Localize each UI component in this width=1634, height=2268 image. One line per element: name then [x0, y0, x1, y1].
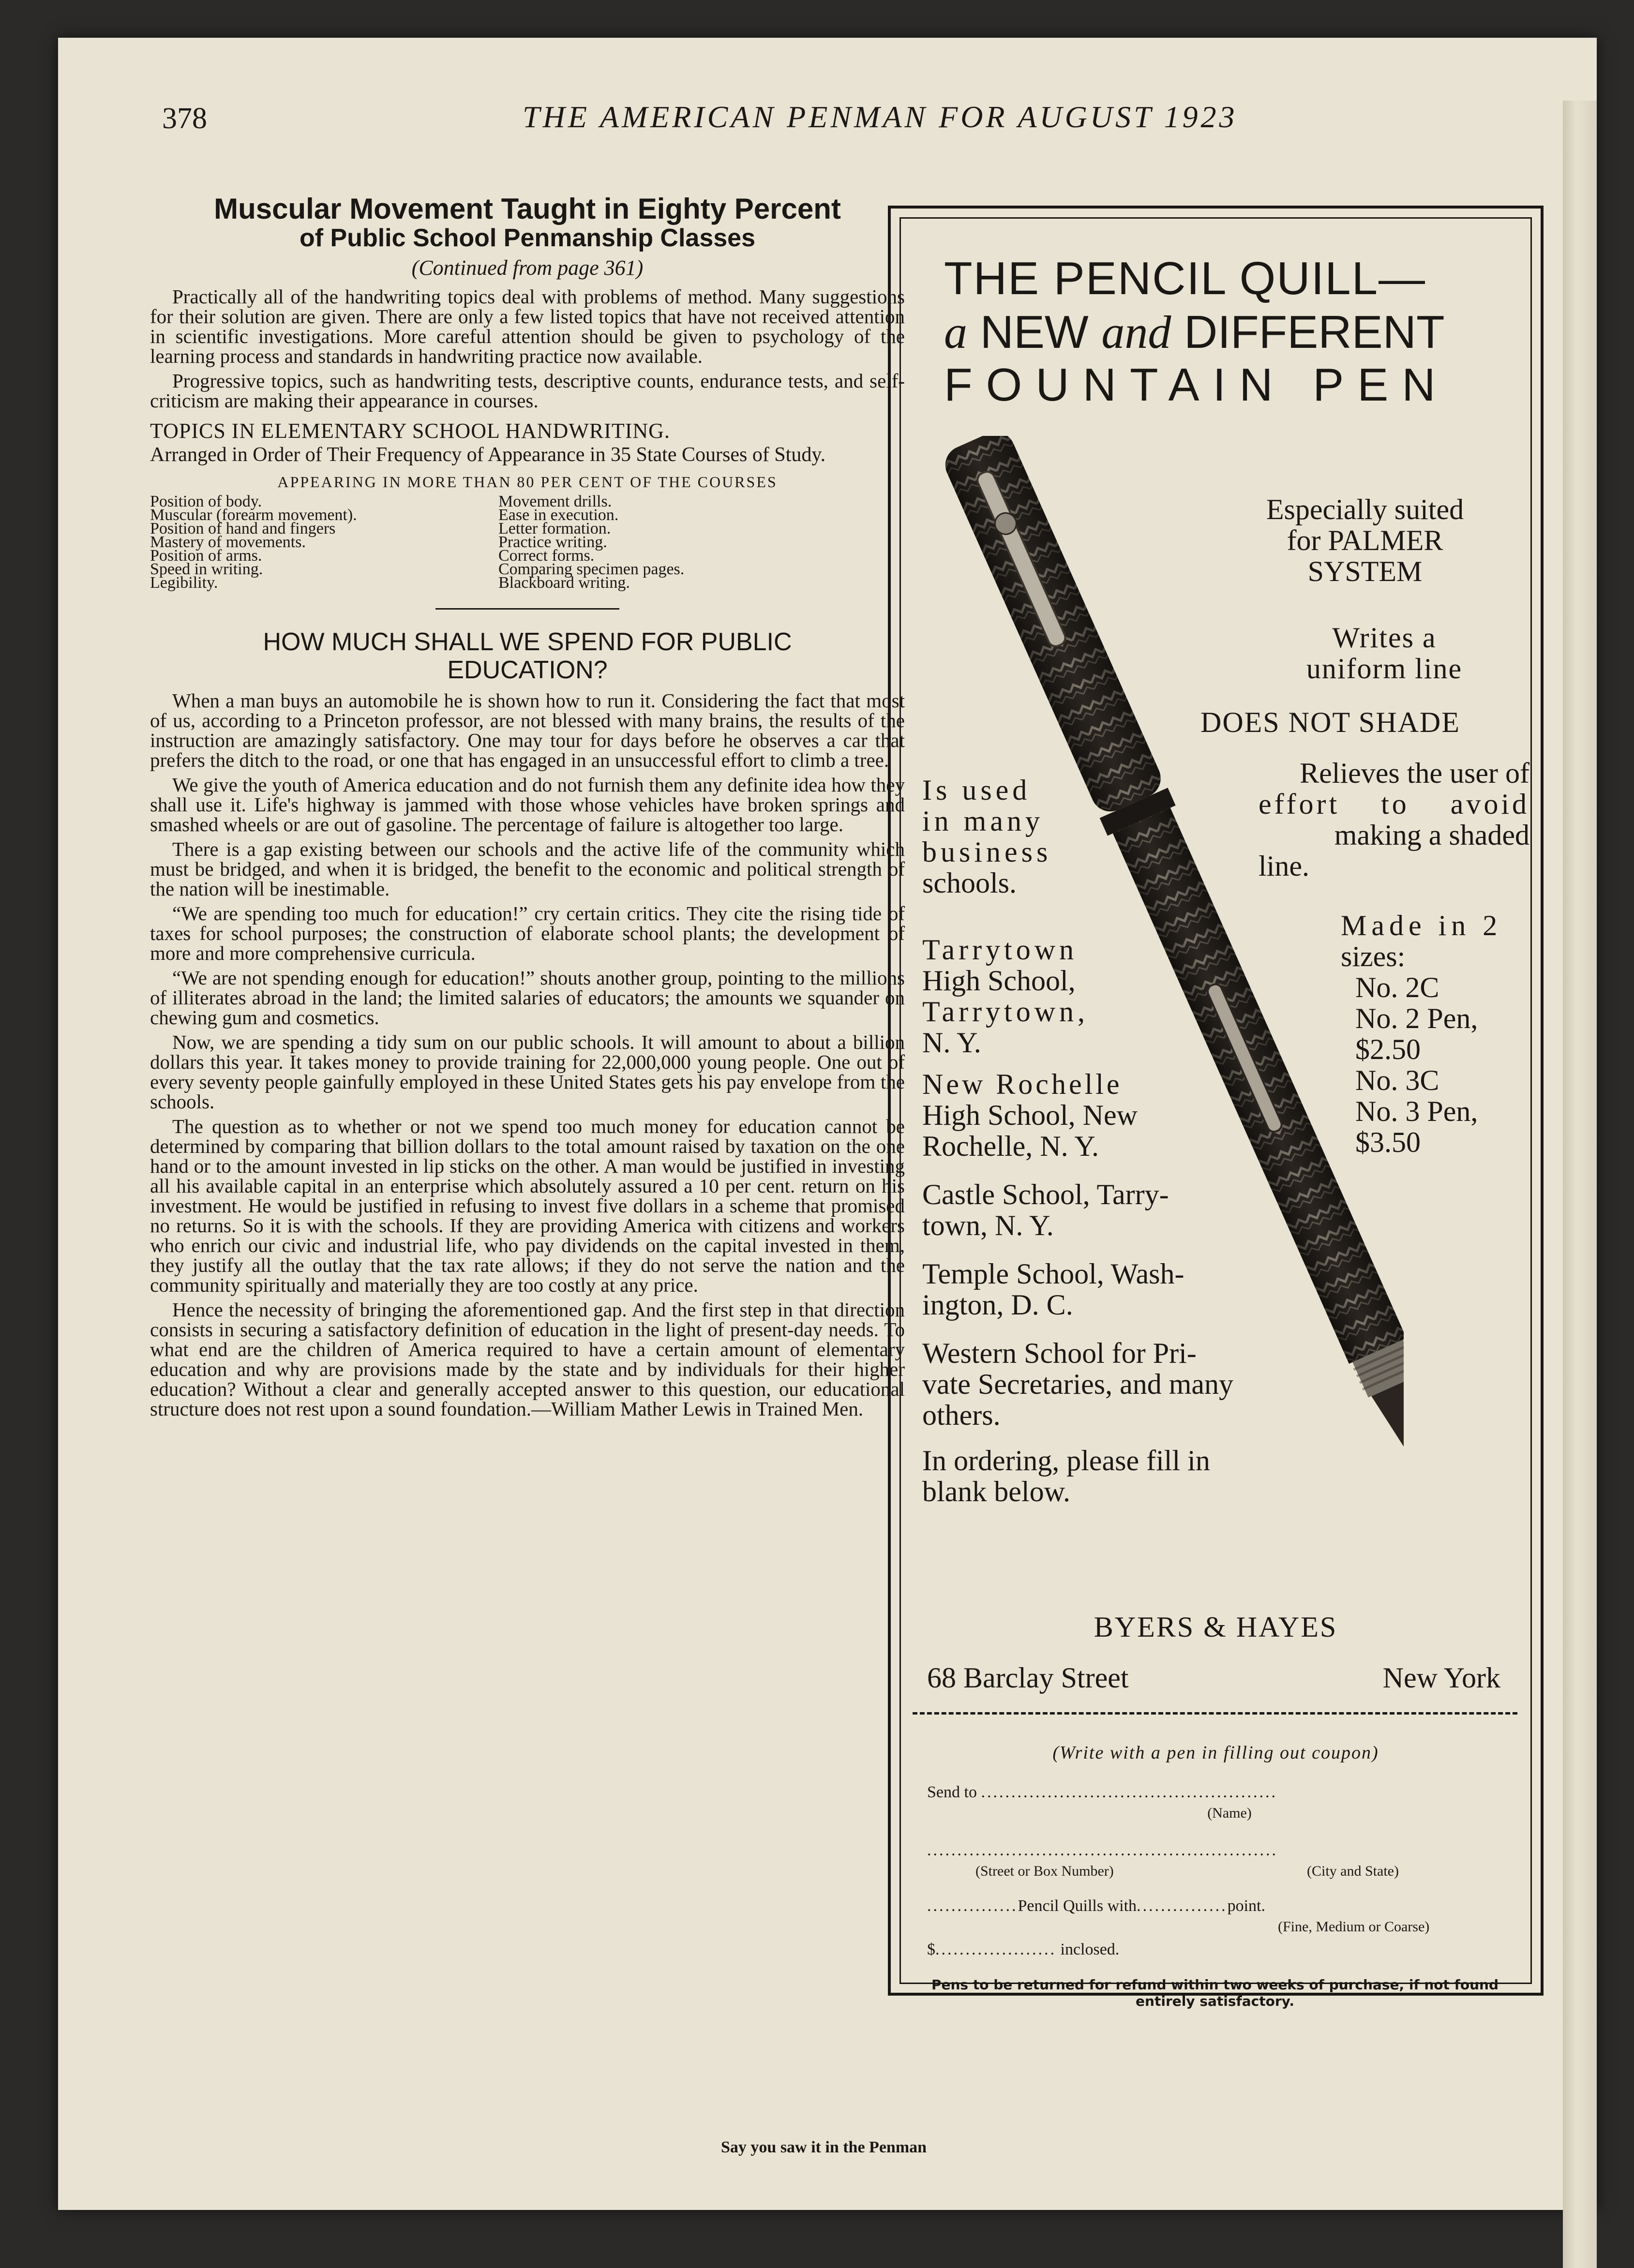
ad-city: New York	[1382, 1662, 1500, 1694]
topic-item: Letter formation.	[498, 520, 611, 537]
topic-item: Practice writing.	[498, 533, 607, 551]
coupon-send-to-row	[927, 1783, 1508, 1802]
page-edge	[1563, 101, 1597, 2268]
ad-headline-new: NEW	[980, 306, 1089, 358]
article1-title-line2: of Public School Penmanship Classes	[299, 224, 756, 252]
ad-text-line: in many	[922, 805, 1044, 837]
section-divider	[435, 608, 619, 610]
ad-relieves-text	[1244, 758, 1529, 881]
ad-text-line: effort to avoid	[1259, 788, 1529, 820]
name-caption: (Name)	[1207, 1805, 1252, 1821]
article2-paragraph: There is a gap existing between our schools and the active life of the community which must be bridged, and when it is bridged, the benefit to the economic and political strength of the nation will be inestimable.	[150, 838, 905, 900]
ad-school-line: N. Y.	[922, 1027, 981, 1059]
coupon-instruction: (Write with a pen in filling out coupon)	[1052, 1743, 1379, 1763]
amount-field[interactable]: ....................	[935, 1940, 1056, 1958]
article2-paragraph: When a man buys an automobile he is shown how to run it. Considering the fact that most of us, according to a Princeton professor, are not blessed with many brains, the results of the instruction are amazingly satisfactory. One may tour for days before he observes a car that prefers the ditch to the road, or one that has engaged in an unsuccessful effort to climb a tree.	[150, 689, 905, 771]
article1-paragraph: Progressive topics, such as handwriting tests, descriptive counts, endurance tests, and self-criticism are making their appearance in courses.	[150, 370, 905, 412]
article1-title-line1: Muscular Movement Taught in Eighty Percent	[214, 193, 841, 225]
coupon-quills-row	[927, 1897, 1517, 1915]
article2-title-line1: HOW MUCH SHALL WE SPEND FOR PUBLIC	[263, 628, 792, 656]
advertisement	[888, 206, 1544, 2009]
topic-item: Mastery of movements.	[150, 533, 306, 551]
ad-text-line: Especially suited	[1266, 493, 1464, 525]
ad-text-line: $2.50	[1355, 1033, 1421, 1065]
topics-list	[150, 492, 905, 592]
topic-item: Muscular (forearm movement).	[150, 506, 357, 524]
ad-sizes-text	[1341, 910, 1534, 1158]
ad-text-line: No. 3 Pen,	[1355, 1095, 1478, 1127]
article2-paragraph: Hence the necessity of bringing the aforementioned gap. And the first step in that direction consists in securing a satisfactory definition of education in the light of present-day needs. To what end are the children of America required to have a certain amount of elementary education and why are provisions made by the state and by individuals for their higher education? Without a clear and generally accepted answer to this question, our educational structure does not rest upon a sound foundation.—William Mather Lewis in Trained Men.	[150, 1298, 905, 1420]
ad-text-line: $3.50	[1355, 1126, 1421, 1158]
ad-school-line: Tarrytown	[922, 934, 1078, 966]
ad-text-line: business	[922, 836, 1052, 868]
ad-school-line: Temple School, Wash-	[922, 1258, 1184, 1290]
topic-item: Ease in execution.	[498, 506, 619, 524]
ad-does-not-shade: DOES NOT SHADE	[1200, 706, 1460, 738]
ad-text-line: schools.	[922, 867, 1017, 899]
topic-item: Movement drills.	[498, 492, 612, 510]
article2-paragraph: “We are not spending enough for education!” shouts another group, pointing to the millions of illiterates abroad in the land; the limited salaries of educators; the amounts we squander on chewing gum and cosmetics.	[150, 967, 905, 1029]
topic-item: Correct forms.	[498, 547, 595, 565]
ad-text-line: line.	[1259, 850, 1309, 882]
ad-school-line: blank below.	[922, 1476, 1071, 1507]
ad-text-line: No. 2 Pen,	[1355, 1002, 1478, 1034]
article2-paragraph: “We are spending too much for education!” cry certain critics. They cite the rising tide of taxes for school purposes; the construction of elaborate school plants; the development of more and more comprehensive curricula.	[150, 902, 905, 964]
topic-item: Position of arms.	[150, 547, 262, 565]
city-caption: (City and State)	[1307, 1863, 1399, 1879]
ad-text-line: Relieves the user of	[1300, 757, 1529, 789]
ad-school-line: Castle School, Tarry-	[922, 1179, 1169, 1210]
article2-title-line2: EDUCATION?	[447, 656, 608, 684]
ad-school-line: Rochelle, N. Y.	[922, 1130, 1099, 1162]
point-options: (Fine, Medium or Coarse)	[1278, 1919, 1430, 1935]
topics-subheading: Arranged in Order of Their Frequency of Appearance in 35 State Courses of Study.	[150, 444, 826, 466]
topic-item: Position of body.	[150, 492, 262, 510]
ad-school-line: New Rochelle	[922, 1068, 1123, 1100]
ad-headline-different: DIFFERENT	[1184, 306, 1445, 358]
topic-item: Legibility.	[150, 574, 218, 592]
refund-notice: Pens to be returned for refund within two weeks of purchase, if not found entirely satisfactory.	[931, 1977, 1499, 2009]
pencil-quills-label: Pencil Quills with	[1018, 1897, 1137, 1915]
coupon-amount-row	[927, 1940, 1119, 1959]
topics-heading: TOPICS IN ELEMENTARY SCHOOL HANDWRITING.	[150, 419, 670, 443]
page-footer: Say you saw it in the Penman	[721, 2138, 927, 2156]
ad-company-name: BYERS & HAYES	[1094, 1611, 1338, 1643]
ad-text-line: Made in 2	[1341, 910, 1502, 941]
ad-suited-text	[1196, 494, 1534, 587]
address-field[interactable]: ..........................................................	[927, 1841, 1278, 1859]
ad-text-line: SYSTEM	[1307, 555, 1423, 587]
page-number: 378	[162, 102, 207, 135]
ad-text-line: sizes:	[1341, 940, 1406, 972]
ad-text-line: Writes a	[1332, 622, 1437, 654]
article2-paragraph: Now, we are spending a tidy sum on our public schools. It will amount to about a billion dollars this year. It takes money to provide training for 22,000,000 young people. One out of every seventy people gainfully employed in these United States gets his pay envelope from the schools.	[150, 1031, 905, 1113]
point-field[interactable]: ...............	[1137, 1897, 1228, 1915]
ad-school-line: In ordering, please fill in	[922, 1445, 1210, 1477]
ad-headline-a: a	[944, 306, 967, 358]
ad-school-line: vate Secretaries, and many	[922, 1368, 1234, 1400]
name-field[interactable]: .................................................	[981, 1783, 1277, 1801]
appearing-caption: APPEARING IN MORE THAN 80 PER CENT OF THE COURSES	[277, 473, 778, 491]
ad-text-line: Is used	[922, 774, 1031, 806]
ad-school-line: Western School for Pri-	[922, 1337, 1197, 1369]
continued-note: (Continued from page 361)	[411, 256, 644, 280]
topic-item: Position of hand and fingers	[150, 520, 336, 537]
ad-school-line: others.	[922, 1399, 1001, 1431]
ad-headline-line3: FOUNTAIN PEN	[944, 359, 1449, 411]
ad-headline-line2	[944, 305, 1445, 359]
article1-paragraph: Practically all of the handwriting topics deal with problems of method. Many suggestions for their solution are given. There are only a few listed topics that have not received attention in scientific investigations. More careful attention should be given to psychology of the learning process and standards in handwriting practice now available.	[150, 285, 905, 367]
ad-school-line: High School,	[922, 965, 1076, 997]
topic-item: Blackboard writing.	[498, 574, 630, 592]
article2-paragraph: We give the youth of America education and do not furnish them any definite idea how they shall use it. Life's highway is jammed with those whose vehicles have broken springs and smashed wheels or are out of gasoline. The percentage of failure is altogether too large.	[150, 774, 905, 836]
ad-text-line: No. 3C	[1355, 1064, 1439, 1096]
ad-text-line: making a shaded	[1334, 819, 1529, 851]
point-label: point.	[1227, 1897, 1265, 1915]
ad-writes-text	[1239, 622, 1529, 684]
ad-used-text	[922, 775, 1051, 898]
ad-school-line: ington, D. C.	[922, 1289, 1073, 1321]
ad-schools-list	[922, 934, 1233, 1507]
enclosed-label: inclosed.	[1060, 1940, 1120, 1958]
left-column	[150, 194, 905, 1424]
dollar-sign: $	[927, 1940, 935, 1958]
article2-paragraph: The question as to whether or not we spend too much money for education cannot be determined by comparing that billion dollars to the total amount raised by taxation on the one hand or to the amount invested in lip sticks on the other. A man would be justified in investing all his available capital in an enterprise which absolutely assured a 10 per cent. return on his investment. He would be justified in refusing to invest five dollars in a scheme that promised no returns. So it is with the schools. If they are providing America with citizens and workers who enrich our civic and industrial life, who pay dividends on the capital invested in them, they justify all the outlay that the tax rate allows; if they do not serve the nation and the community spiritually and materially they are too costly at any price.	[150, 1115, 905, 1296]
topic-item: Speed in writing.	[150, 560, 263, 578]
ad-headline-line1: THE PENCIL QUILL—	[944, 253, 1426, 304]
ad-text-line: for PALMER	[1287, 524, 1443, 556]
ad-school-line: High School, New	[922, 1099, 1138, 1131]
ad-street-address: 68 Barclay Street	[927, 1662, 1129, 1694]
pen-nib	[1371, 1376, 1404, 1520]
send-to-label: Send to	[927, 1783, 977, 1801]
coupon-cut-line	[913, 1712, 1517, 1715]
ad-headline-and: and	[1101, 306, 1171, 358]
ad-school-line: Tarrytown,	[922, 996, 1089, 1028]
street-caption: (Street or Box Number)	[975, 1863, 1114, 1879]
ad-school-line: town, N. Y.	[922, 1209, 1054, 1241]
topic-item: Comparing specimen pages.	[498, 560, 685, 578]
quantity-field[interactable]: ...............	[927, 1897, 1018, 1915]
ad-text-line: No. 2C	[1355, 971, 1439, 1003]
ad-text-line: uniform line	[1306, 653, 1463, 685]
running-head: THE AMERICAN PENMAN FOR AUGUST 1923	[523, 100, 1238, 134]
